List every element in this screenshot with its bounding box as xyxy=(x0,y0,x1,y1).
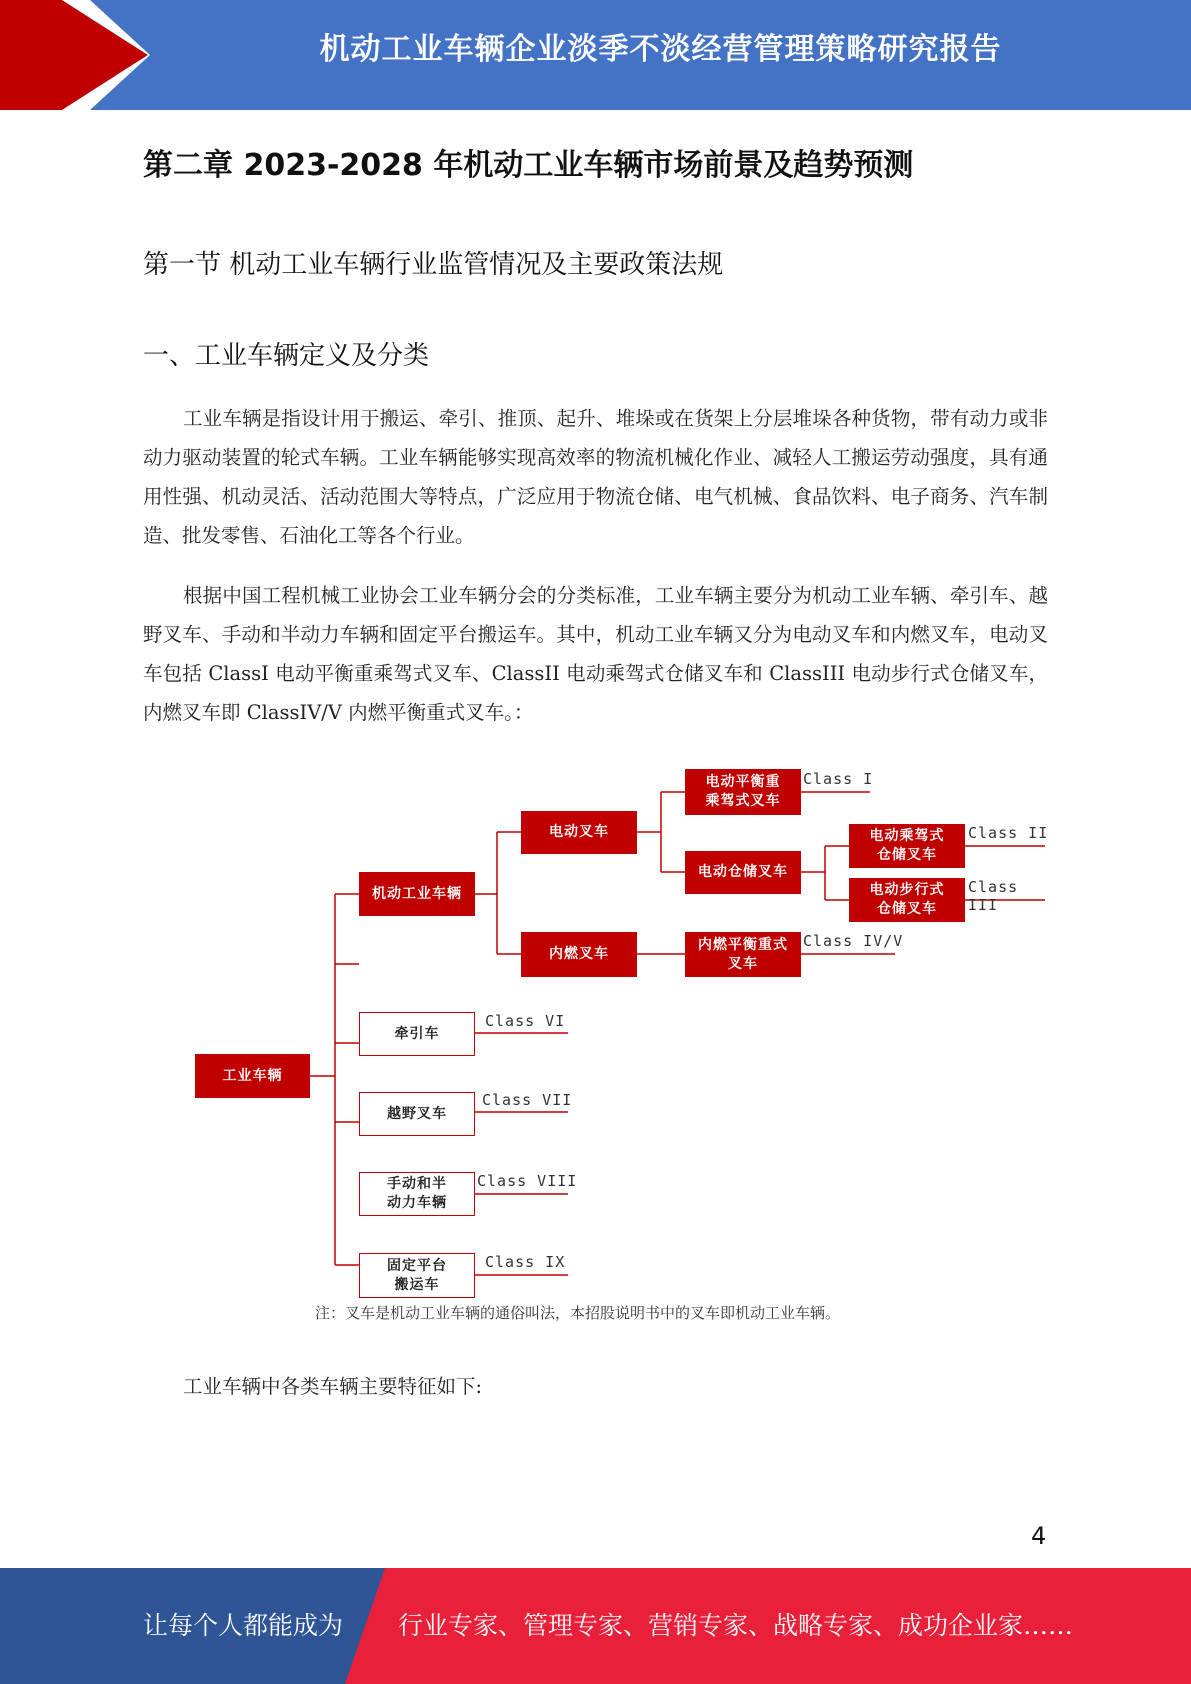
node-class45: 内燃平衡重式 叉车 xyxy=(685,932,801,977)
label-class3: Class III xyxy=(968,878,1019,914)
node-manual-vehicle: 手动和半 动力车辆 xyxy=(359,1172,475,1216)
footer-band xyxy=(0,1568,1191,1684)
node-electric-forklift: 电动叉车 xyxy=(521,811,637,854)
label-class8: Class VIII xyxy=(477,1172,578,1190)
label-class2: Class II xyxy=(968,824,1049,842)
label-class6: Class VI xyxy=(485,1012,566,1030)
label-class7: Class VII xyxy=(482,1091,573,1109)
subsection-title: 一、工业车辆定义及分类 xyxy=(143,341,430,371)
node-class2: 电动乘驾式 仓储叉车 xyxy=(849,824,965,868)
label-class1: Class I xyxy=(803,770,874,788)
node-offroad-forklift: 越野叉车 xyxy=(359,1092,475,1136)
section-title: 第一节 机动工业车辆行业监管情况及主要政策法规 xyxy=(143,250,724,280)
chapter-title: 第二章 2023-2028 年机动工业车辆市场前景及趋势预测 xyxy=(143,148,914,183)
node-combustion-forklift: 内燃叉车 xyxy=(521,932,637,977)
node-class1: 电动平衡重 乘驾式叉车 xyxy=(685,769,801,815)
paragraph-features-intro: 工业车辆中各类车辆主要特征如下: xyxy=(183,1375,483,1398)
paragraph-classification: 根据中国工程机械工业协会工业车辆分会的分类标准，工业车辆主要分为机动工业车辆、牵引车、越野叉车、手动和半动力车辆和固定平台搬运车。其中，机动工业车辆又分为电动叉车和内燃叉车，电动叉车包括 ClassI 电动平衡重乘驾式叉车、ClassII 电动乘驾式仓储叉车和 ClassIII 电动步行式仓储叉车，内燃叉车即 ClassIV/V 内燃平衡重式叉车。： xyxy=(143,584,1048,724)
node-fixed-platform: 固定平台 搬运车 xyxy=(359,1253,475,1298)
classification-diagram xyxy=(185,760,1055,1322)
node-tractor: 牵引车 xyxy=(359,1012,475,1056)
footer-slogan-left: 让每个人都能成为 xyxy=(143,1611,344,1640)
node-motorized-vehicle: 机动工业车辆 xyxy=(359,872,475,916)
label-class9: Class IX xyxy=(485,1253,566,1271)
label-class45: Class IV/V xyxy=(803,932,904,950)
report-title: 机动工业车辆企业淡季不淡经营管理策略研究报告 xyxy=(319,32,1002,67)
page-number: 4 xyxy=(1031,1522,1047,1550)
diagram-note: 注：叉车是机动工业车辆的通俗叫法，本招股说明书中的叉车即机动工业车辆。 xyxy=(315,1304,841,1322)
header-band xyxy=(0,0,1191,110)
node-electric-storage-forklift: 电动仓储叉车 xyxy=(685,851,801,894)
node-class3: 电动步行式 仓储叉车 xyxy=(849,878,965,922)
paragraph-definition: 工业车辆是指设计用于搬运、牵引、推顶、起升、堆垛或在货架上分层堆垛各种货物，带有动力或非动力驱动装置的轮式车辆。工业车辆能够实现高效率的物流机械化作业、减轻人工搬运劳动强度，具有通用性强、机动灵活、活动范围大等特点，广泛应用于物流仓储、电气机械、食品饮料、电子商务、汽车制造、批发零售、石油化工等各个行业。 xyxy=(143,407,1048,547)
node-industrial-vehicle: 工业车辆 xyxy=(195,1054,310,1098)
footer-slogan-right: 行业专家、管理专家、营销专家、战略专家、成功企业家…… xyxy=(398,1611,1074,1640)
